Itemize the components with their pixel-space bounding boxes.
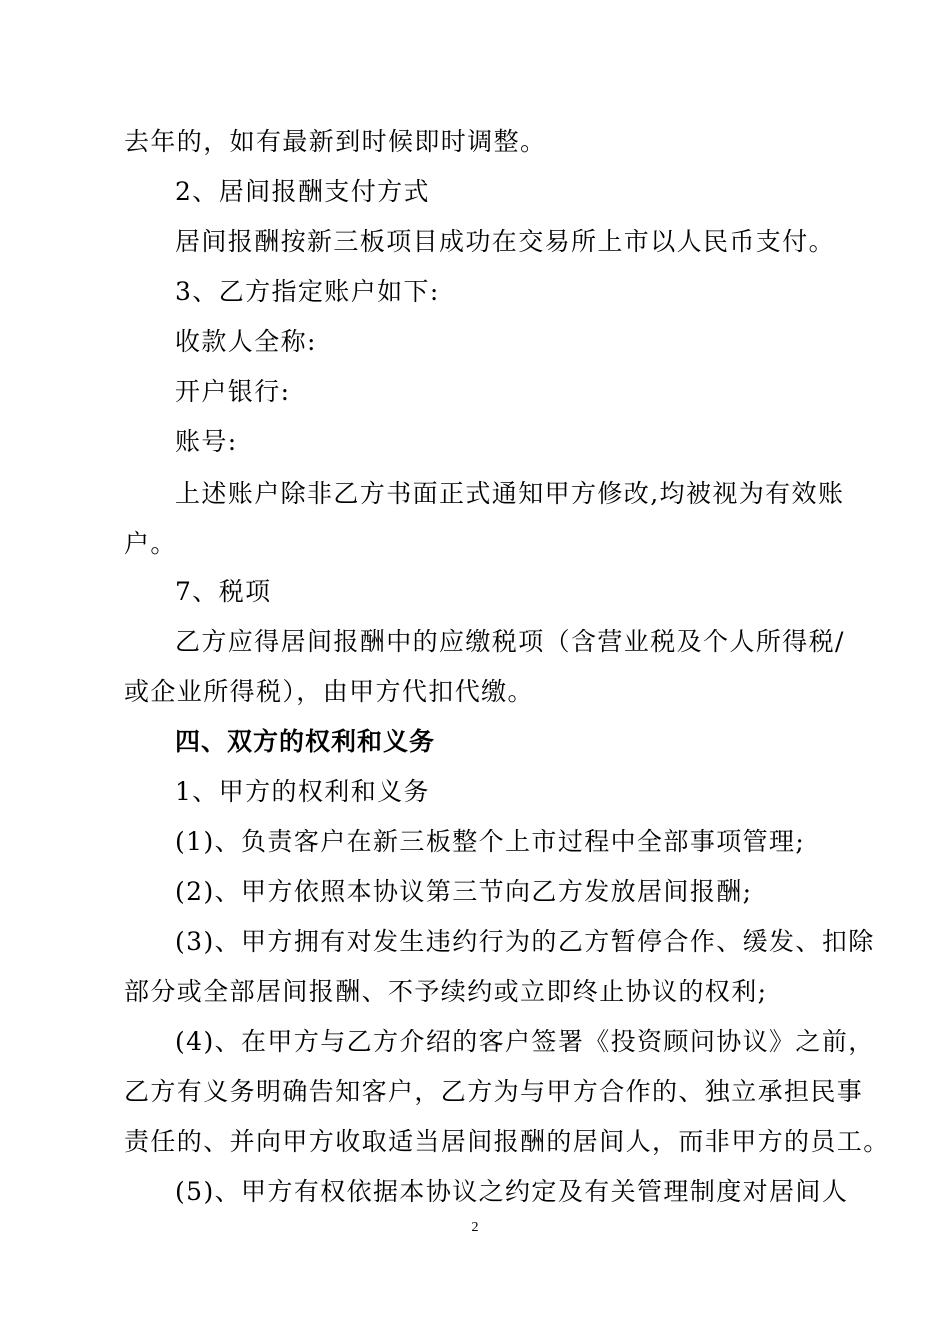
section-item-title: 7、税项 <box>175 577 272 606</box>
list-item: (3)、甲方拥有对发生违约行为的乙方暂停合作、缓发、扣除 <box>175 927 875 956</box>
bank-label: 开户银行: <box>175 377 291 406</box>
paragraph-line: 部分或全部居间报酬、不予续约或立即终止协议的权利; <box>124 977 768 1006</box>
list-item: (1)、负责客户在新三板整个上市过程中全部事项管理; <box>175 827 806 856</box>
section-heading: 四、双方的权利和义务 <box>175 727 436 756</box>
paragraph-line: 责任的、并向甲方收取适当居间报酬的居间人，而非甲方的员工。 <box>124 1127 890 1156</box>
paragraph-line: 乙方应得居间报酬中的应缴税项（含营业税及个人所得税/ <box>175 627 845 656</box>
list-item: (4)、在甲方与乙方介绍的客户签署《投资顾问协议》之前， <box>175 1027 875 1056</box>
page-number: 2 <box>471 1220 479 1235</box>
paragraph-line: 上述账户除非乙方书面正式通知甲方修改,均被视为有效账 <box>175 479 845 508</box>
account-number-label: 账号: <box>175 427 238 456</box>
paragraph-line: 户。 <box>124 529 177 558</box>
paragraph-line: 或企业所得税），由甲方代扣代缴。 <box>124 677 534 706</box>
list-item: (5)、甲方有权依据本协议之约定及有关管理制度对居间人 <box>175 1177 849 1206</box>
list-item: (2)、甲方依照本协议第三节向乙方发放居间报酬; <box>175 877 753 906</box>
paragraph-line: 去年的，如有最新到时候即时调整。 <box>124 127 547 156</box>
paragraph-line: 居间报酬按新三板项目成功在交易所上市以人民币支付。 <box>175 227 836 256</box>
section-item-title: 2、居间报酬支付方式 <box>175 177 430 206</box>
account-name-label: 收款人全称: <box>175 327 317 356</box>
section-item-title: 1、甲方的权利和义务 <box>175 777 430 806</box>
section-item-title: 3、乙方指定账户如下: <box>175 277 440 306</box>
paragraph-line: 乙方有义务明确告知客户，乙方为与甲方合作的、独立承担民事 <box>124 1077 864 1106</box>
